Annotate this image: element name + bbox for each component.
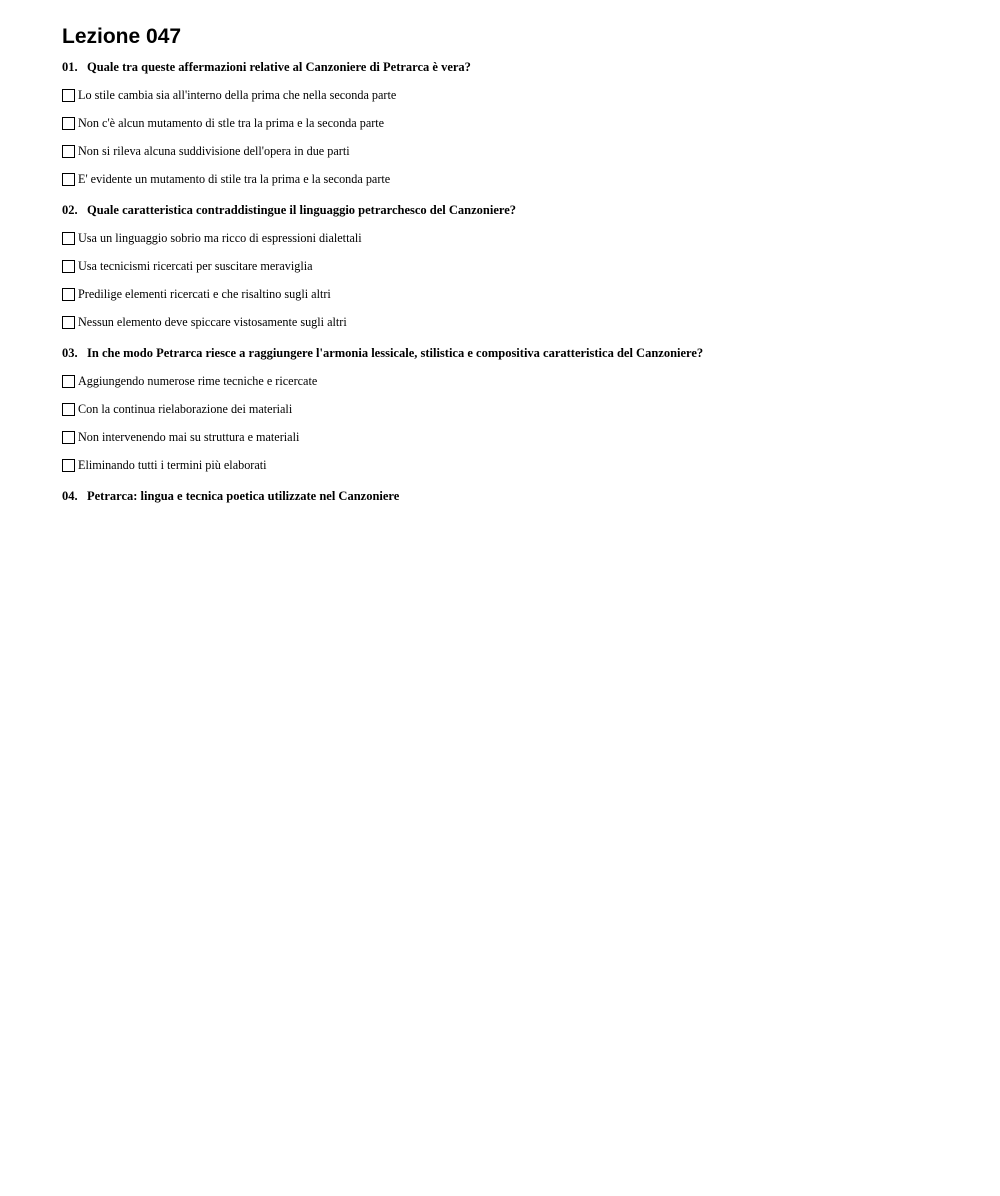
answer-checkbox[interactable]	[62, 117, 75, 130]
answer-option[interactable]	[62, 372, 962, 390]
question-number: 04.	[62, 489, 78, 503]
answer-checkbox[interactable]	[62, 459, 75, 472]
answer-text: Non si rileva alcuna suddivisione dell'opera in due parti	[78, 144, 350, 158]
answer-checkbox[interactable]	[62, 403, 75, 416]
question-01	[62, 59, 962, 188]
question-label: Quale caratteristica contraddistingue il linguaggio petrarchesco del Canzoniere?	[87, 203, 517, 217]
question-number: 02.	[62, 203, 78, 217]
answer-checkbox[interactable]	[62, 316, 75, 329]
question-label: In che modo Petrarca riesce a raggiungere l'armonia lessicale, stilistica e compositiva caratteristica del Canzoniere?	[87, 346, 704, 360]
answer-text: Aggiungendo numerose rime tecniche e ricercate	[78, 374, 318, 388]
question-label: Quale tra queste affermazioni relative al Canzoniere di Petrarca è vera?	[87, 60, 471, 74]
question-number: 03.	[62, 346, 78, 360]
answer-text: Nessun elemento deve spiccare vistosamente sugli altri	[78, 315, 347, 329]
question-02	[62, 202, 962, 331]
answer-option[interactable]	[62, 257, 962, 275]
answer-checkbox[interactable]	[62, 375, 75, 388]
answer-text: Usa tecnicismi ricercati per suscitare meraviglia	[78, 259, 313, 273]
answer-option[interactable]	[62, 142, 962, 160]
answer-checkbox[interactable]	[62, 260, 75, 273]
answer-checkbox[interactable]	[62, 145, 75, 158]
answer-text: E' evidente un mutamento di stile tra la prima e la seconda parte	[78, 172, 391, 186]
question-03	[62, 345, 962, 474]
answer-text: Con la continua rielaborazione dei materiali	[78, 402, 293, 416]
quiz-page	[62, 24, 962, 518]
answer-checkbox[interactable]	[62, 431, 75, 444]
answer-checkbox[interactable]	[62, 173, 75, 186]
question-04	[62, 488, 962, 504]
answer-option[interactable]	[62, 170, 962, 188]
answer-option[interactable]	[62, 456, 962, 474]
answer-text: Predilige elementi ricercati e che risaltino sugli altri	[78, 287, 331, 301]
answer-option[interactable]	[62, 114, 962, 132]
answer-text: Non c'è alcun mutamento di stle tra la prima e la seconda parte	[78, 116, 385, 130]
question-text	[62, 488, 962, 504]
answer-text: Lo stile cambia sia all'interno della prima che nella seconda parte	[78, 88, 397, 102]
answer-checkbox[interactable]	[62, 232, 75, 245]
answer-text: Usa un linguaggio sobrio ma ricco di espressioni dialettali	[78, 231, 362, 245]
question-text	[62, 59, 962, 75]
question-label: Petrarca: lingua e tecnica poetica utilizzate nel Canzoniere	[87, 489, 400, 503]
answer-option[interactable]	[62, 229, 962, 247]
lesson-title: Lezione 047	[62, 25, 182, 48]
answer-option[interactable]	[62, 400, 962, 418]
answer-checkbox[interactable]	[62, 288, 75, 301]
question-number: 01.	[62, 60, 78, 74]
question-text	[62, 345, 962, 361]
answer-text: Eliminando tutti i termini più elaborati	[78, 458, 267, 472]
answer-text: Non intervenendo mai su struttura e materiali	[78, 430, 300, 444]
answer-checkbox[interactable]	[62, 89, 75, 102]
answer-option[interactable]	[62, 313, 962, 331]
answer-option[interactable]	[62, 428, 962, 446]
answer-option[interactable]	[62, 285, 962, 303]
answer-option[interactable]	[62, 86, 962, 104]
question-text	[62, 202, 962, 218]
